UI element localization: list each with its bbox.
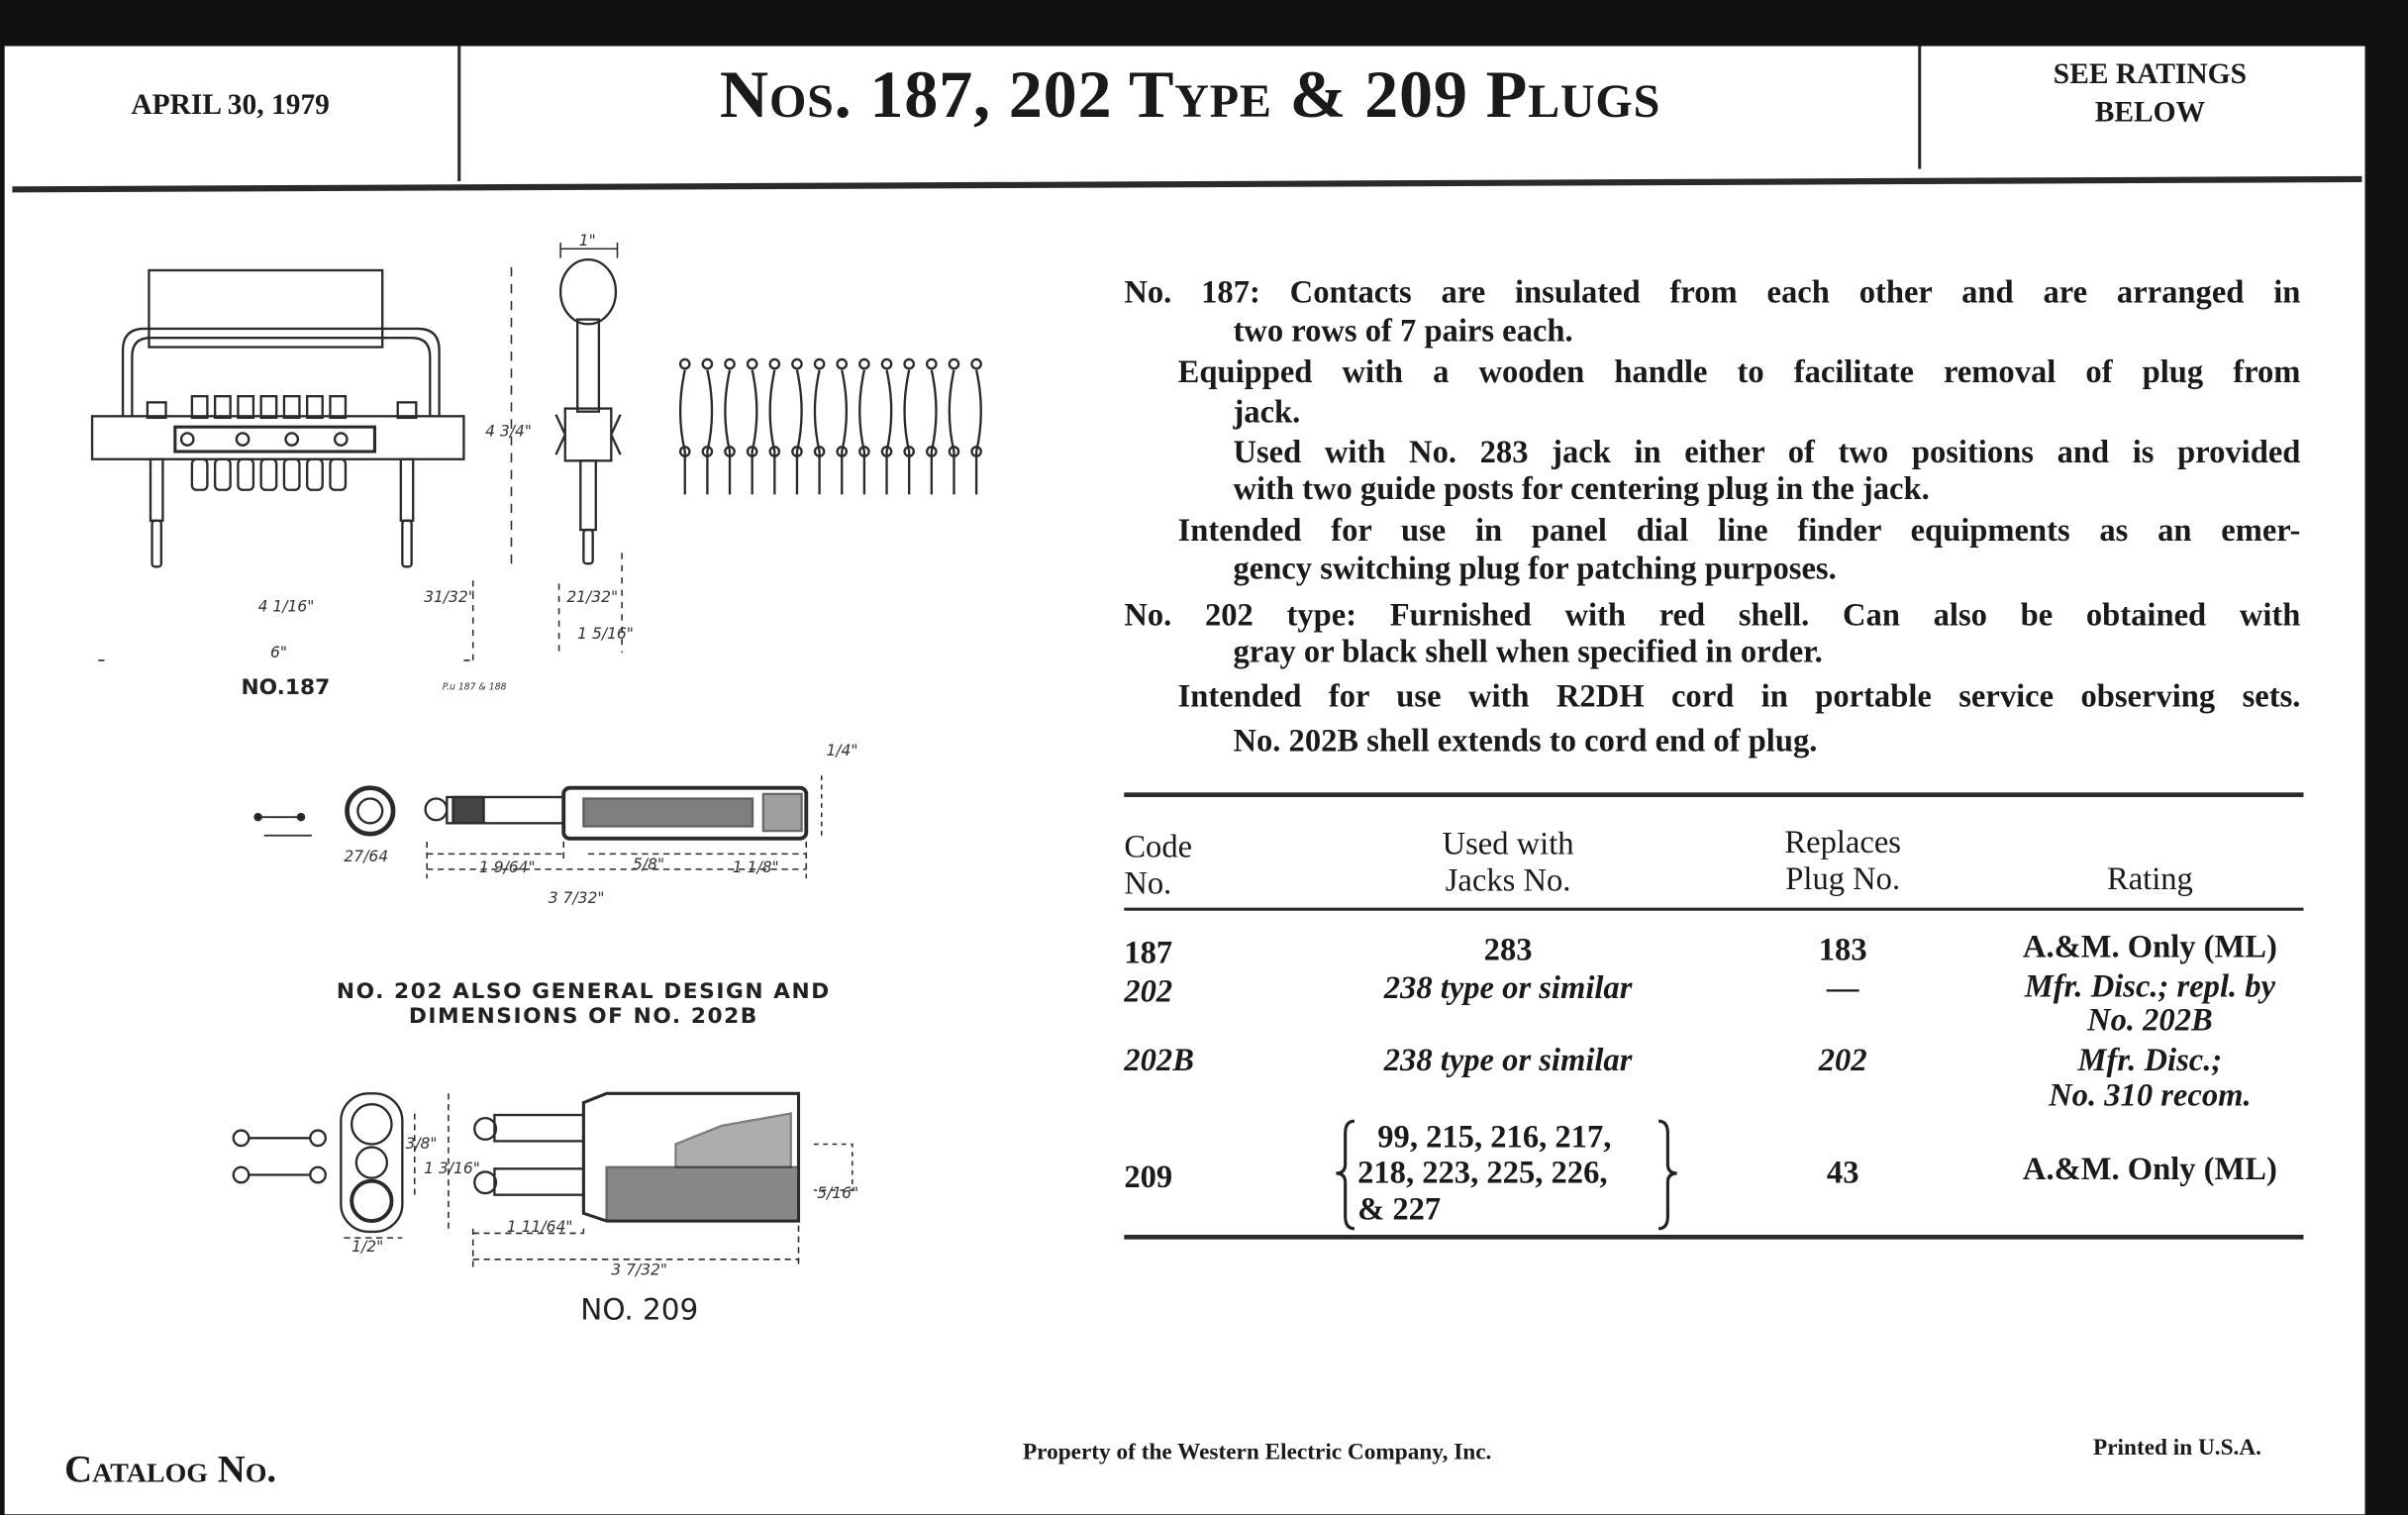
contact-spring [932,370,937,495]
page-title: Nos. 187, 202 Type & 209 Plugs [719,56,1661,133]
dim-label: 27/64 [344,849,389,866]
property-notice: Property of the Western Electric Company, Inc. [1022,1440,1492,1465]
spring-eyelet [859,359,868,368]
spring-eyelet [703,359,712,368]
description-line: gray or black shell when specified in order. [1233,633,1823,670]
cell-used-with: 99, 215, 216, 217, [1377,1118,1612,1156]
contact-spring [976,370,981,495]
caption-line: NO. 202 ALSO GENERAL DESIGN AND [336,979,831,1005]
header-text: Replaces [1784,823,1901,860]
contact-spring [815,370,820,495]
dim-label: 4 3/4" [485,424,533,442]
description-line: Used with No. 283 jack in either of two positions and is provided [1233,433,2301,470]
cell-replaces: 183 [1818,930,1867,968]
description-line: No. 187: Contacts are insulated from each other and are arranged in [1124,273,2301,311]
contact-spring [905,370,910,495]
catalog-number-label: Catalog No. [64,1450,277,1492]
dim-label: 5/16" [817,1185,859,1203]
dim-label: 1" [578,233,596,251]
dim-label: 3/8" [405,1136,438,1154]
spring-eyelet [950,359,958,368]
spring-eyelet [838,359,847,368]
cell-rating: No. 202B [2087,1001,2213,1039]
cell-code: 187 [1124,934,1173,971]
contact-spring [770,370,775,495]
description-line: No. 202 type: Furnished with red shell. Can also be obtained with [1124,595,2301,634]
description-line: with two guide posts for centering plug in the jack. [1233,469,1930,507]
spring-eyelet [905,359,914,368]
dim-label: 1 5/16" [577,626,634,644]
cell-rating: A.&M. Only (ML) [2022,927,2277,965]
spring-eyelet [882,359,891,368]
spring-eyelet [815,359,824,368]
cell-used-with: 238 type or similar [1383,968,1633,1006]
description-line: No. 202B shell extends to cord end of plug. [1233,721,1818,759]
figure-caption-202 [246,980,921,1030]
cell-replaces: 43 [1826,1153,1859,1191]
cell-rating: No. 310 recom. [2049,1076,2252,1114]
dim-label: 6" [269,645,287,662]
cell-rating: Mfr. Disc.; [2077,1041,2223,1078]
spring-eyelet [680,359,689,368]
dim-label: 3 7/32" [548,890,605,908]
description-line: gency switching plug for patching purposes. [1233,550,1837,587]
printed-in-label: Printed in U.S.A. [2093,1436,2261,1462]
dim-label: 5/8" [633,857,665,874]
cell-rating: Mfr. Disc.; repl. by [2024,967,2276,1005]
contact-spring [680,370,685,495]
spring-eyelet [770,359,779,368]
cell-replaces: — [1826,968,1859,1006]
spring-eyelet [971,359,980,368]
contact-spring [859,370,864,495]
description-line: jack. [1233,393,1301,431]
contact-spring [950,370,954,495]
contact-spring [797,370,802,495]
contact-spring [725,370,730,495]
contact-spring [707,370,712,495]
dim-label: 3 7/32" [611,1262,668,1279]
description-line: Intended for use in panel dial line finder equipments as an emer- [1177,511,2301,549]
description-line: two rows of 7 pairs each. [1233,311,1573,350]
dim-label: 1 9/64" [478,859,536,877]
header-text: No. [1124,864,1172,902]
contact-spring [842,370,847,495]
dim-label: 1 1/8" [732,859,779,877]
cell-rating: A.&M. Only (ML) [2022,1150,2277,1187]
contact-spring [887,370,892,495]
figure-caption-187: NO.187 [241,675,331,701]
ratings-note-line: BELOW [2094,96,2206,130]
header-text: Plug No. [1785,859,1901,897]
dim-label: 1 3/16" [424,1161,480,1178]
spring-eyelet [725,359,734,368]
contact-spring [752,370,757,495]
cell-replaces: 202 [1818,1041,1867,1078]
description-line: Intended for use with R2DH cord in portable service observing sets. [1177,676,2301,715]
contact-springs [680,359,981,494]
figure-caption-209: NO. 209 [580,1292,699,1328]
dim-label: 1 11/64" [506,1219,573,1237]
dim-label: 1/2" [351,1239,384,1257]
description-line: Equipped with a wooden handle to facilitate removal of plug from [1177,353,2301,390]
spring-eyelet [748,359,756,368]
header-text: Jacks No. [1445,861,1571,899]
reference-note: P.u 187 & 188 [442,681,507,693]
cell-code: 209 [1124,1158,1173,1195]
header-text: Used with [1442,824,1574,862]
spring-eyelet [927,359,936,368]
cell-code: 202 [1124,971,1173,1010]
cell-used-with: 238 type or similar [1383,1041,1633,1078]
cell-used-with: & 227 [1357,1190,1442,1228]
cell-used-with: 283 [1483,930,1533,968]
spring-eyelet [792,359,801,368]
date-label: APRIL 30, 1979 [131,88,330,122]
cell-code: 202B [1124,1041,1194,1078]
ratings-note-line: SEE RATINGS [2053,57,2247,91]
header-rating: Rating [2106,859,2193,897]
dim-label: 1/4" [826,743,858,760]
dim-label: 4 1/16" [257,598,315,616]
caption-line: DIMENSIONS OF NO. 202B [408,1004,758,1030]
dim-label: 21/32" [566,589,619,607]
dim-label: 31/32" [424,589,475,607]
cell-used-with: 218, 223, 225, 226, [1357,1153,1608,1191]
header-text: Code [1124,827,1193,865]
plug-209-view [234,1093,853,1266]
